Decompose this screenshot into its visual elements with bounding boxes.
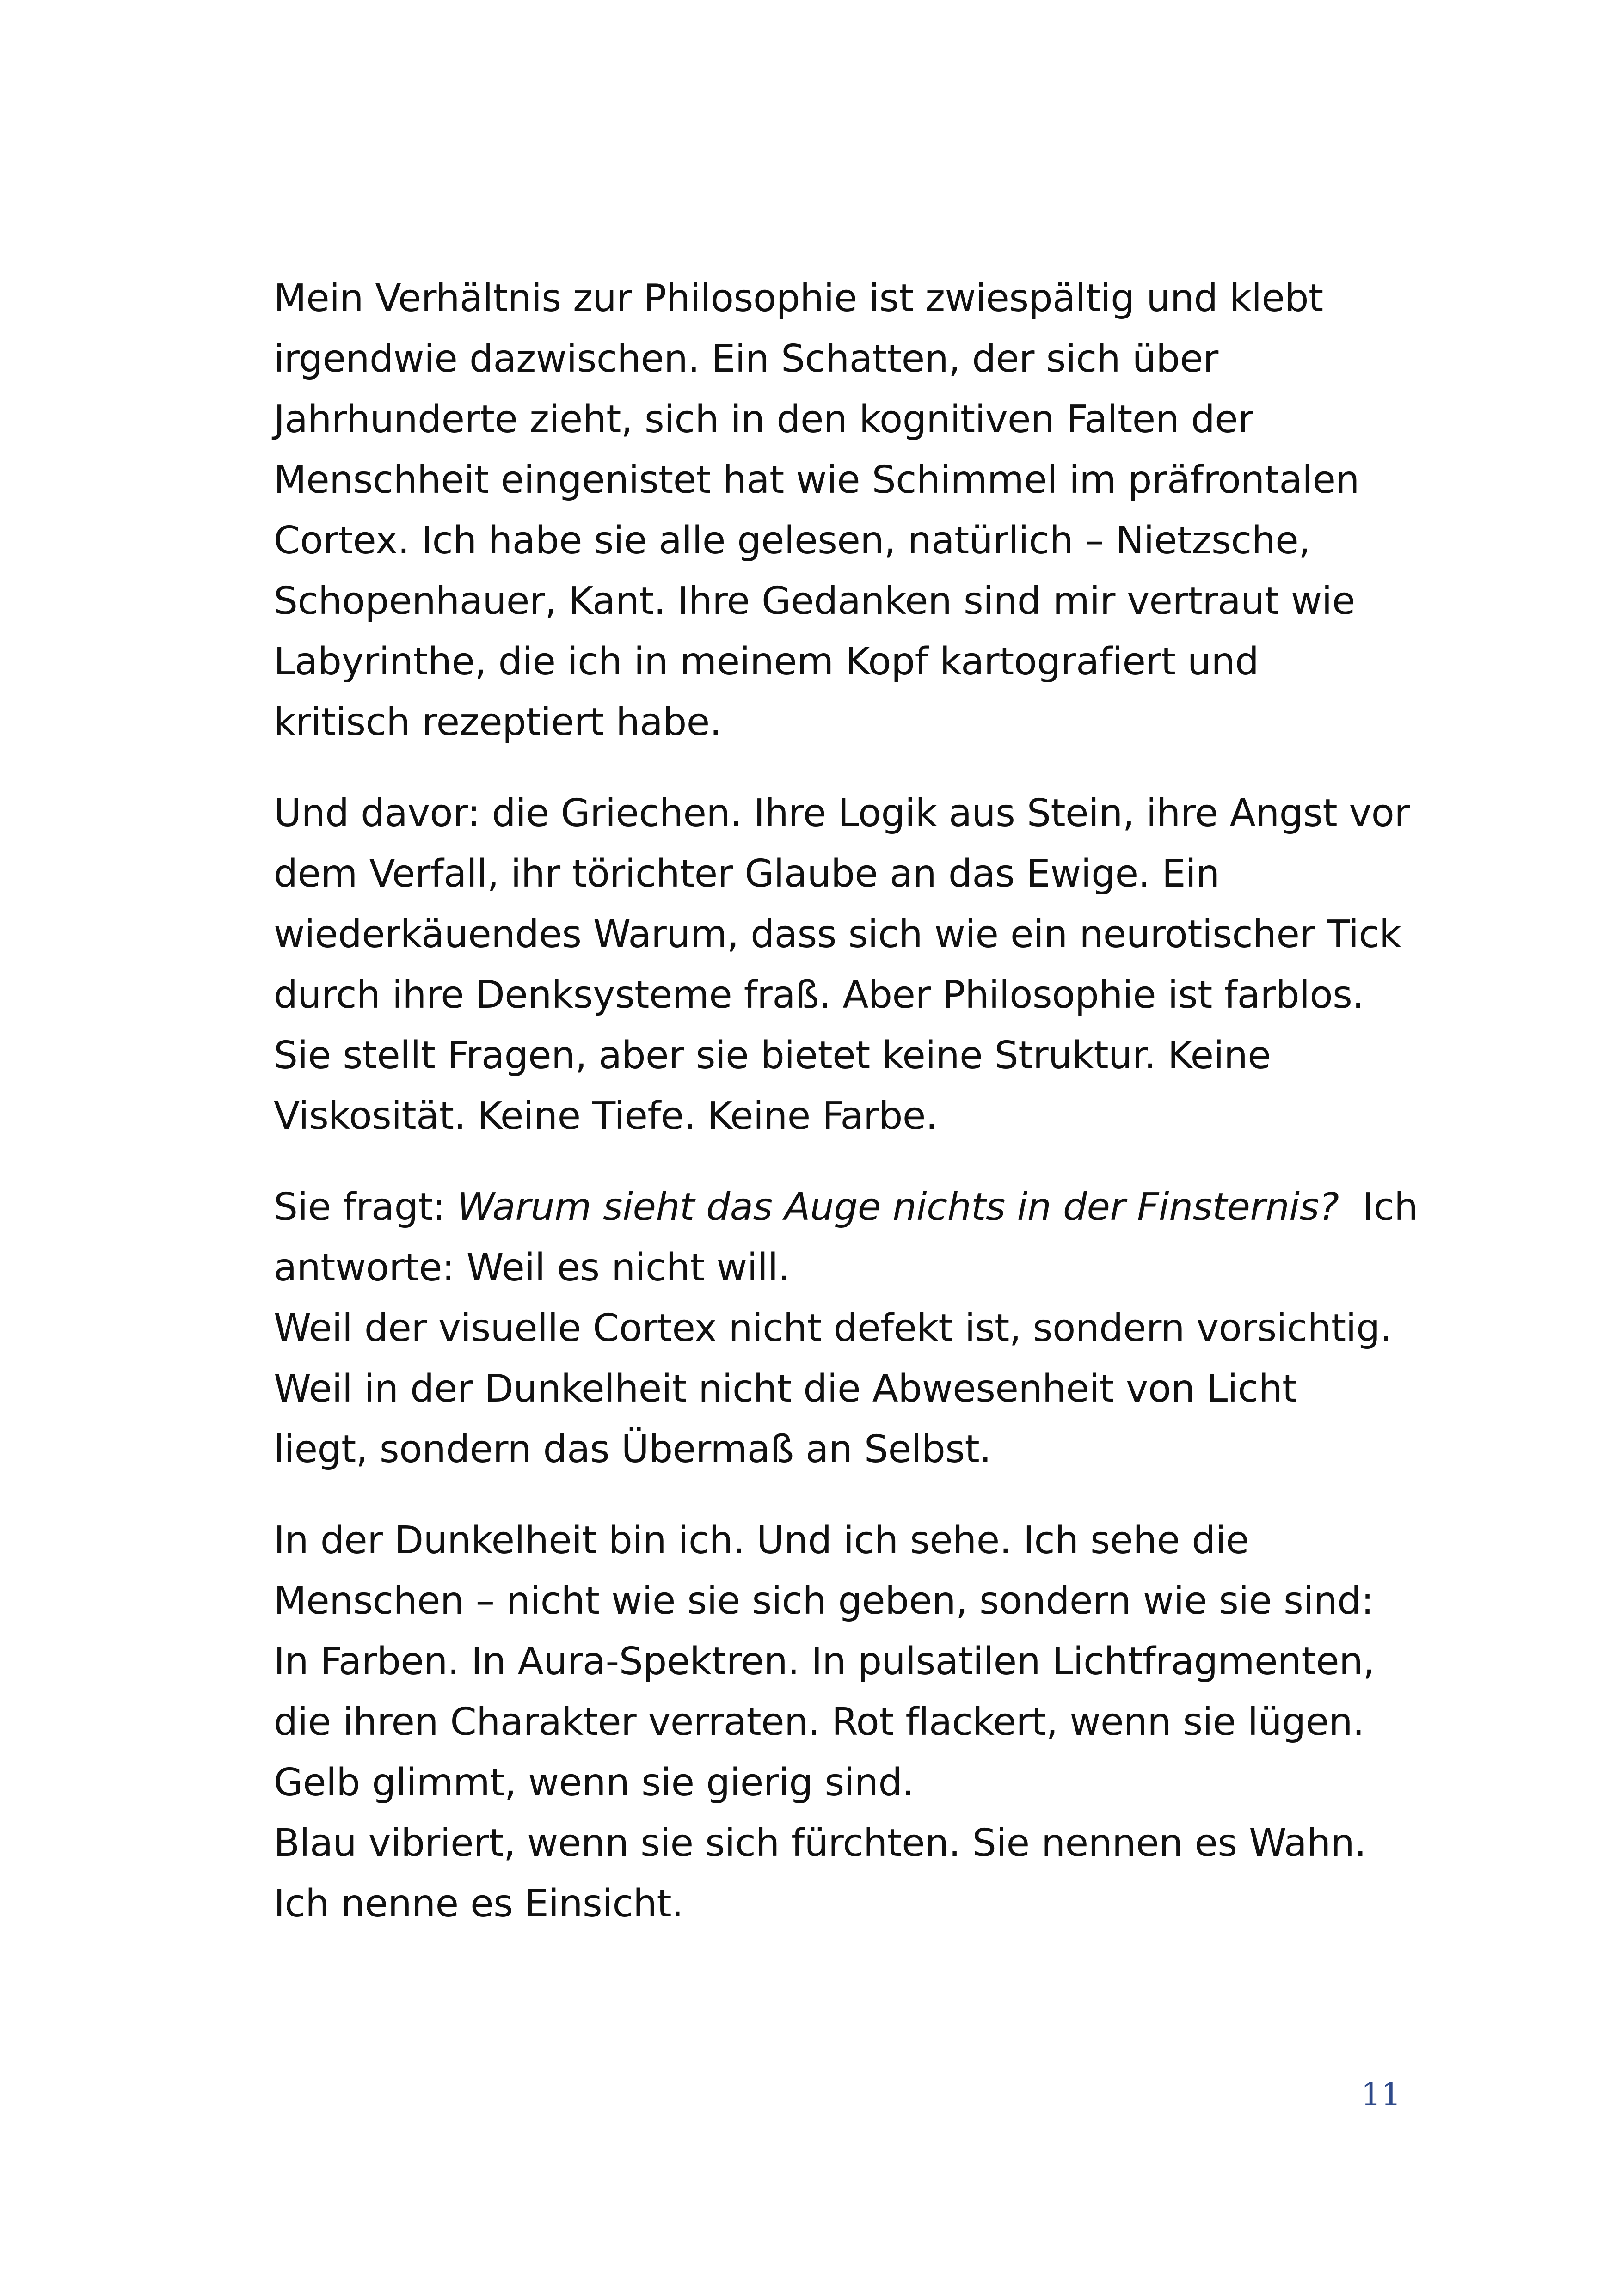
- text-line: irgendwie dazwischen. Ein Schatten, der sich über: [274, 337, 1218, 381]
- body-text: [274, 268, 1420, 1965]
- text-line: Weil der visuelle Cortex nicht defekt ist, sondern vorsichtig.: [274, 1306, 1392, 1350]
- text-line: Schopenhauer, Kant. Ihre Gedanken sind mir vertraut wie: [274, 579, 1355, 623]
- text-line: Cortex. Ich habe sie alle gelesen, natürlich – Nietzsche,: [274, 519, 1310, 563]
- text-line-mixed: [274, 1177, 1420, 1237]
- text-line: Ich nenne es Einsicht.: [274, 1882, 683, 1926]
- text-line: wiederkäuendes Warum, dass sich wie ein neurotischer Tick: [274, 912, 1401, 956]
- text-line: Und davor: die Griechen. Ihre Logik aus Stein, ihre Angst vor: [274, 791, 1410, 835]
- text-line: Blau vibriert, wenn sie sich fürchten. Sie nennen es Wahn.: [274, 1821, 1366, 1865]
- italic-question: Warum sieht das Auge nichts in der Finsternis?: [457, 1185, 1339, 1229]
- page-number: 11: [1361, 2076, 1401, 2113]
- text-line: Labyrinthe, die ich in meinem Kopf kartografiert und: [274, 640, 1259, 684]
- text-line: durch ihre Denksysteme fraß. Aber Philosophie ist farblos.: [274, 973, 1364, 1017]
- paragraph-4: [274, 1510, 1420, 1934]
- text-line: Mein Verhältnis zur Philosophie ist zwiespältig und klebt: [274, 276, 1323, 320]
- paragraph-2: [274, 783, 1420, 1146]
- text-line: Menschheit eingenistet hat wie Schimmel im präfrontalen: [274, 458, 1359, 502]
- text-line: liegt, sondern das Übermaß an Selbst.: [274, 1427, 991, 1471]
- text-line: In Farben. In Aura-Spektren. In pulsatilen Lichtfragmenten,: [274, 1640, 1375, 1684]
- text-line: In der Dunkelheit bin ich. Und ich sehe. Ich sehe die: [274, 1518, 1249, 1562]
- trail-text: Ich: [1339, 1185, 1418, 1229]
- text-line: antworte: Weil es nicht will.: [274, 1246, 790, 1290]
- text-line: Jahrhunderte zieht, sich in den kognitiven Falten der: [274, 398, 1253, 441]
- text-line: Sie stellt Fragen, aber sie bietet keine Struktur. Keine: [274, 1034, 1271, 1078]
- text-line: Viskosität. Keine Tiefe. Keine Farbe.: [274, 1094, 938, 1138]
- text-line: Gelb glimmt, wenn sie gierig sind.: [274, 1761, 914, 1805]
- text-line: dem Verfall, ihr törichter Glaube an das Ewige. Ein: [274, 852, 1220, 896]
- text-line: die ihren Charakter verraten. Rot flackert, wenn sie lügen.: [274, 1700, 1364, 1744]
- text-line: kritisch rezeptiert habe.: [274, 700, 722, 744]
- paragraph-1: [274, 268, 1420, 753]
- lead-text: Sie fragt:: [274, 1185, 457, 1229]
- paragraph-3: [274, 1177, 1420, 1480]
- text-line: Menschen – nicht wie sie sich geben, sondern wie sie sind:: [274, 1579, 1374, 1623]
- text-line: Weil in der Dunkelheit nicht die Abwesenheit von Licht: [274, 1367, 1297, 1411]
